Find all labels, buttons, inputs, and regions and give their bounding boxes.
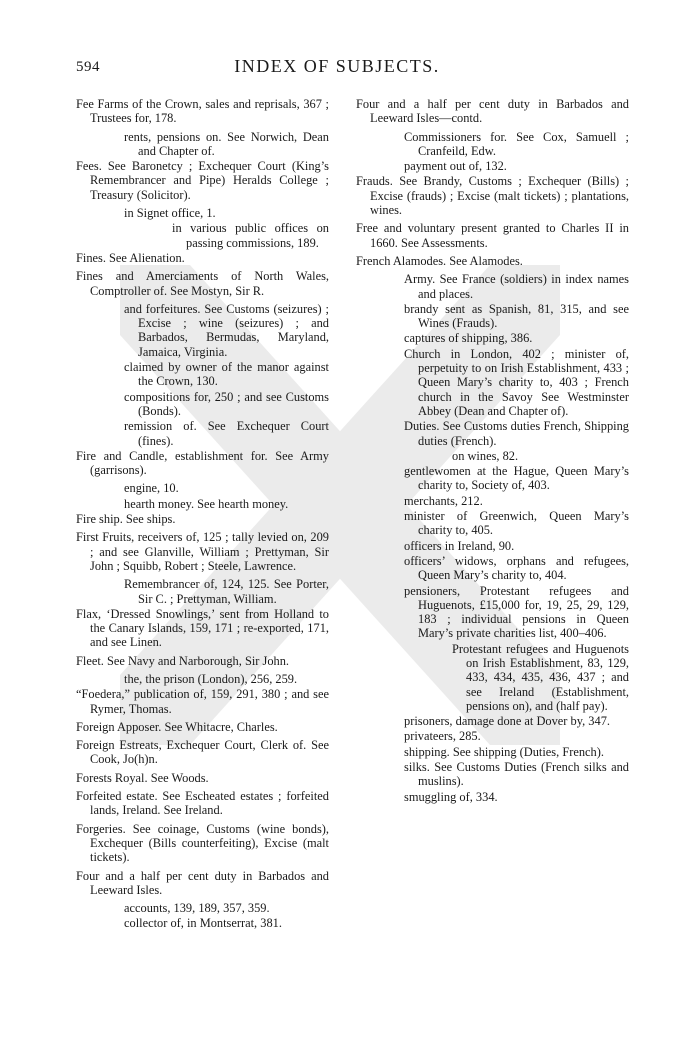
index-entry: compositions for, 250 ; and see Customs (Bonds).: [124, 389, 329, 418]
index-entry: officers in Ireland, 90.: [404, 538, 515, 553]
index-entry: privateers, 285.: [404, 729, 481, 744]
index-entry: Commissioners for. See Cox, Samuell ; Cranfeild, Edw.: [404, 129, 629, 158]
index-entry: in Signet office, 1.: [124, 206, 216, 221]
index-entry: Four and a half per cent duty in Barbados and Leeward Isles.: [76, 868, 329, 897]
index-entry: Fleet. See Navy and Narborough, Sir John.: [76, 653, 290, 668]
index-entry: Fines. See Alienation.: [76, 250, 185, 265]
index-entry: prisoners, damage done at Dover by, 347.: [404, 714, 610, 729]
index-entry: smuggling of, 334.: [404, 789, 498, 804]
index-entry: Protestant refugees and Huguenots on Irish Establishment, 83, 129, 433, 434, 435, 436, 437 ; and see Ireland (Establishment, pensions on), and (half pay).: [452, 641, 629, 713]
index-entry: on wines, 82.: [452, 448, 519, 463]
index-entry: Frauds. See Brandy, Customs ; Exchequer (Bills) ; Excise (frauds) ; Excise (malt tickets) ; plantations, wines.: [356, 174, 629, 218]
index-entry: merchants, 212.: [404, 493, 483, 508]
index-entry: Fees. See Baronetcy ; Exchequer Court (King’s Remembrancer and Pipe) Heralds College ; Treasury (Solicitor).: [76, 159, 329, 202]
index-entry: gentlewomen at the Hague, Queen Mary’s charity to, Society of, 403.: [404, 464, 629, 493]
index-entry: minister of Greenwich, Queen Mary’s charity to, 405.: [404, 509, 629, 538]
index-entry: Fines and Amerciaments of North Wales, Comptroller of. See Mostyn, Sir R.: [76, 269, 329, 298]
left-column: [76, 97, 329, 932]
index-entry: captures of shipping, 386.: [404, 331, 533, 346]
index-entry: Foreign Apposer. See Whitacre, Charles.: [76, 719, 278, 734]
index-entry: silks. See Customs Duties (French silks and muslins).: [404, 760, 629, 789]
index-entry: Flax, ‘Dressed Snowlings,’ sent from Holland to the Canary Islands, 159, 171 ; re-exported, 171, and see Linen.: [76, 606, 329, 650]
index-entry: shipping. See shipping (Duties, French).: [404, 744, 604, 759]
index-entry: hearth money. See hearth money.: [124, 496, 289, 511]
index-entry: Forgeries. See coinage, Customs (wine bonds), Exchequer (Bills counterfeiting), Excise (malt tickets).: [76, 821, 329, 865]
index-entry: Army. See France (soldiers) in index names and places.: [404, 272, 629, 301]
index-entry: Duties. See Customs duties French, Shipping duties (French).: [404, 419, 629, 448]
index-entry: First Fruits, receivers of, 125 ; tally levied on, 209 ; and see Glanville, William ; Prettyman, Sir John ; Squibb, Robert ; Steele, Lawrence.: [76, 530, 329, 573]
index-entry: remission of. See Exchequer Court (fines).: [124, 419, 329, 448]
index-entry: Free and voluntary present granted to Charles II in 1660. See Assessments.: [356, 221, 629, 250]
index-entry: “Foedera,” publication of, 159, 291, 380 ; and see Rymer, Thomas.: [76, 687, 329, 716]
running-title: INDEX OF SUBJECTS.: [234, 56, 440, 76]
index-entry: accounts, 139, 189, 357, 359.: [124, 901, 270, 916]
index-entry: rents, pensions on. See Norwich, Dean and Chapter of.: [124, 129, 329, 158]
index-entry: Fee Farms of the Crown, sales and reprisals, 367 ; Trustees for, 178.: [76, 97, 329, 126]
index-entry: Forfeited estate. See Escheated estates ; forfeited lands, Ireland. See Ireland.: [76, 789, 329, 818]
index-entry: Fire and Candle, establishment for. See Army (garrisons).: [76, 448, 329, 478]
index-entry: claimed by owner of the manor against the Crown, 130.: [124, 360, 329, 389]
index-entry: and forfeitures. See Customs (seizures) ; Excise ; wine (seizures) ; and Barbados, Bermudas, Maryland, Jamaica, Virginia.: [124, 301, 329, 359]
index-entry: Remembrancer of, 124, 125. See Porter, Sir C. ; Prettyman, William.: [124, 577, 329, 606]
index-entry: collector of, in Montserrat, 381.: [124, 916, 282, 931]
page-header: [0, 56, 674, 78]
index-entry: in various public offices on passing commissions, 189.: [172, 221, 329, 250]
index-entry: engine, 10.: [124, 481, 179, 496]
index-entry: Foreign Estreats, Exchequer Court, Clerk of. See Cook, Jo(h)n.: [76, 738, 329, 767]
index-entry: French Alamodes. See Alamodes.: [356, 253, 523, 268]
index-entry: payment out of, 132.: [404, 159, 507, 174]
index-entry: Church in London, 402 ; minister of, perpetuity to on Irish Establishment, 433 ; Queen Mary’s charity to, 403 ; French church in the Savoy See Westminster Abbey (Dean and Chapter of).: [404, 346, 629, 418]
index-entry: Fire ship. See ships.: [76, 512, 176, 527]
index-entry: Forests Royal. See Woods.: [76, 770, 209, 785]
index-entry: the, the prison (London), 256, 259.: [124, 671, 298, 686]
index-entry: officers’ widows, orphans and refugees, Queen Mary’s charity to, 404.: [404, 553, 629, 583]
index-entry: Four and a half per cent duty in Barbados and Leeward Isles—contd.: [356, 97, 629, 126]
right-column: [356, 97, 629, 805]
index-entry: pensioners, Protestant refugees and Huguenots, £15,000 for, 19, 25, 29, 129, 183 ; individual pensions in Queen Mary’s private charities list, 400–406.: [404, 583, 629, 641]
index-entry: brandy sent as Spanish, 81, 315, and see Wines (Frauds).: [404, 301, 629, 331]
page-number: 594: [76, 59, 100, 75]
